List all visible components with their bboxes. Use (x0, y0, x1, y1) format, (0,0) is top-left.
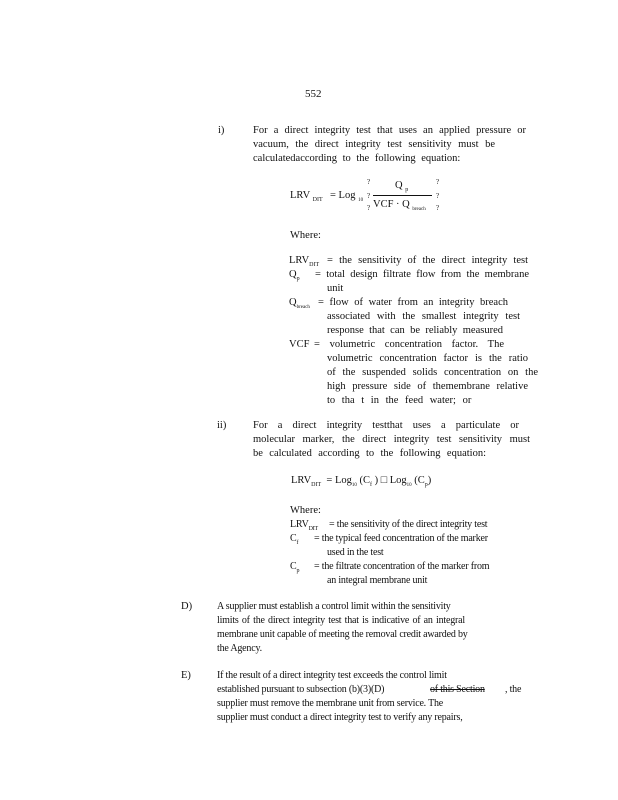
item-d-line: the Agency. (217, 643, 262, 654)
def-term: $LRV_{DIT}$ (290, 519, 319, 532)
def-text: = total design filtrate flow from the membrane (315, 269, 529, 280)
brace-right-mid: ? (436, 192, 440, 200)
def-text: associated with the smallest integrity test (327, 311, 520, 322)
item-i-line: For a direct integrity test that uses an applied pressure or (253, 125, 526, 136)
item-e-after-strike: , the (505, 684, 522, 695)
def-term: $C_p$ (290, 561, 300, 574)
def-text: = the filtrate concentration of the marker from (314, 561, 490, 572)
item-d-line: membrane unit capable of meeting the removal credit awarded by (217, 629, 468, 640)
fraction-bar (373, 195, 432, 196)
def-text: = the typical feed concentration of the marker (314, 533, 488, 544)
def-text: volumetric concentration factor is the ratio (327, 353, 528, 364)
item-e-line: supplier must remove the membrane unit from service. The (217, 698, 444, 709)
def-text: = the sensitivity of the direct integrity test (327, 255, 528, 266)
def-text: used in the test (327, 547, 384, 558)
item-e-label: E) (181, 670, 191, 681)
def-term: $C_f$ (290, 533, 299, 546)
def-text: an integral membrane unit (327, 575, 428, 586)
item-ii-label: ii) (217, 420, 227, 431)
item-i-line: vacuum, the direct integrity test sensitivity must be (253, 139, 495, 150)
where-label-ii: Where: (290, 505, 321, 516)
def-term: VCF (289, 339, 310, 350)
item-i-line: calculatedaccording to the following equation: (253, 153, 461, 164)
def-term: $Q_p$ (289, 269, 300, 282)
brace-left-mid: ? (367, 192, 371, 200)
item-d-line: A supplier must establish a control limit within the sensitivity (217, 601, 451, 612)
def-text: unit (327, 283, 344, 294)
brace-left-bottom: ? (367, 204, 371, 212)
item-e-line: established pursuant to subsection (b)(3)(D) (217, 684, 385, 695)
equation-i-lhs: LRV $_{DIT}$ (290, 190, 323, 203)
equation-i-numerator: Q $_p$ (395, 180, 409, 193)
def-text: response that can be reliably measured (327, 325, 503, 336)
item-i-label: i) (218, 125, 225, 136)
def-text: = the sensitivity of the direct integrity test (329, 519, 488, 530)
def-text: = flow of water from an integrity breach (318, 297, 508, 308)
item-e-line: supplier must conduct a direct integrity test to verify any repairs, (217, 712, 463, 723)
def-text: of the suspended solids concentration on the (327, 367, 538, 378)
equation-i-denominator: VCF · Q $_{breach}$ (373, 199, 426, 212)
brace-right-bottom: ? (436, 204, 440, 212)
item-e-line: If the result of a direct integrity test exceeds the control limit (217, 670, 447, 681)
def-term: $Q_{breach}$ (289, 297, 310, 310)
brace-right-top: ? (436, 178, 440, 186)
item-ii-line: be calculated according to the following equation: (253, 448, 486, 459)
def-text: = volumetric concentration factor. The (314, 339, 504, 350)
struck-text: of this Section (430, 684, 485, 695)
equation-i-log: = Log $_{10}$ (330, 190, 364, 203)
brace-left-top: ? (367, 178, 371, 186)
item-ii-line: molecular marker, the direct integrity test sensitivity must (253, 434, 530, 445)
def-term: $LRV_{DIT}$ (289, 255, 320, 268)
def-text: high pressure side of themembrane relative (327, 381, 528, 392)
def-text: to tha t in the feed water; or (327, 395, 472, 406)
item-d-label: D) (181, 601, 193, 612)
item-d-line: limits of the direct integrity test that is indicative of an integral (217, 615, 465, 626)
where-label-i: Where: (290, 230, 321, 241)
page-number: 552 (305, 88, 322, 100)
equation-ii: $LRV_{DIT} = Log_{10}$ ($C_f$ ) □ Log$_{10}$ $(C_p)$ (291, 475, 432, 488)
item-ii-line: For a direct integrity testthat uses a particulate or (253, 420, 519, 431)
